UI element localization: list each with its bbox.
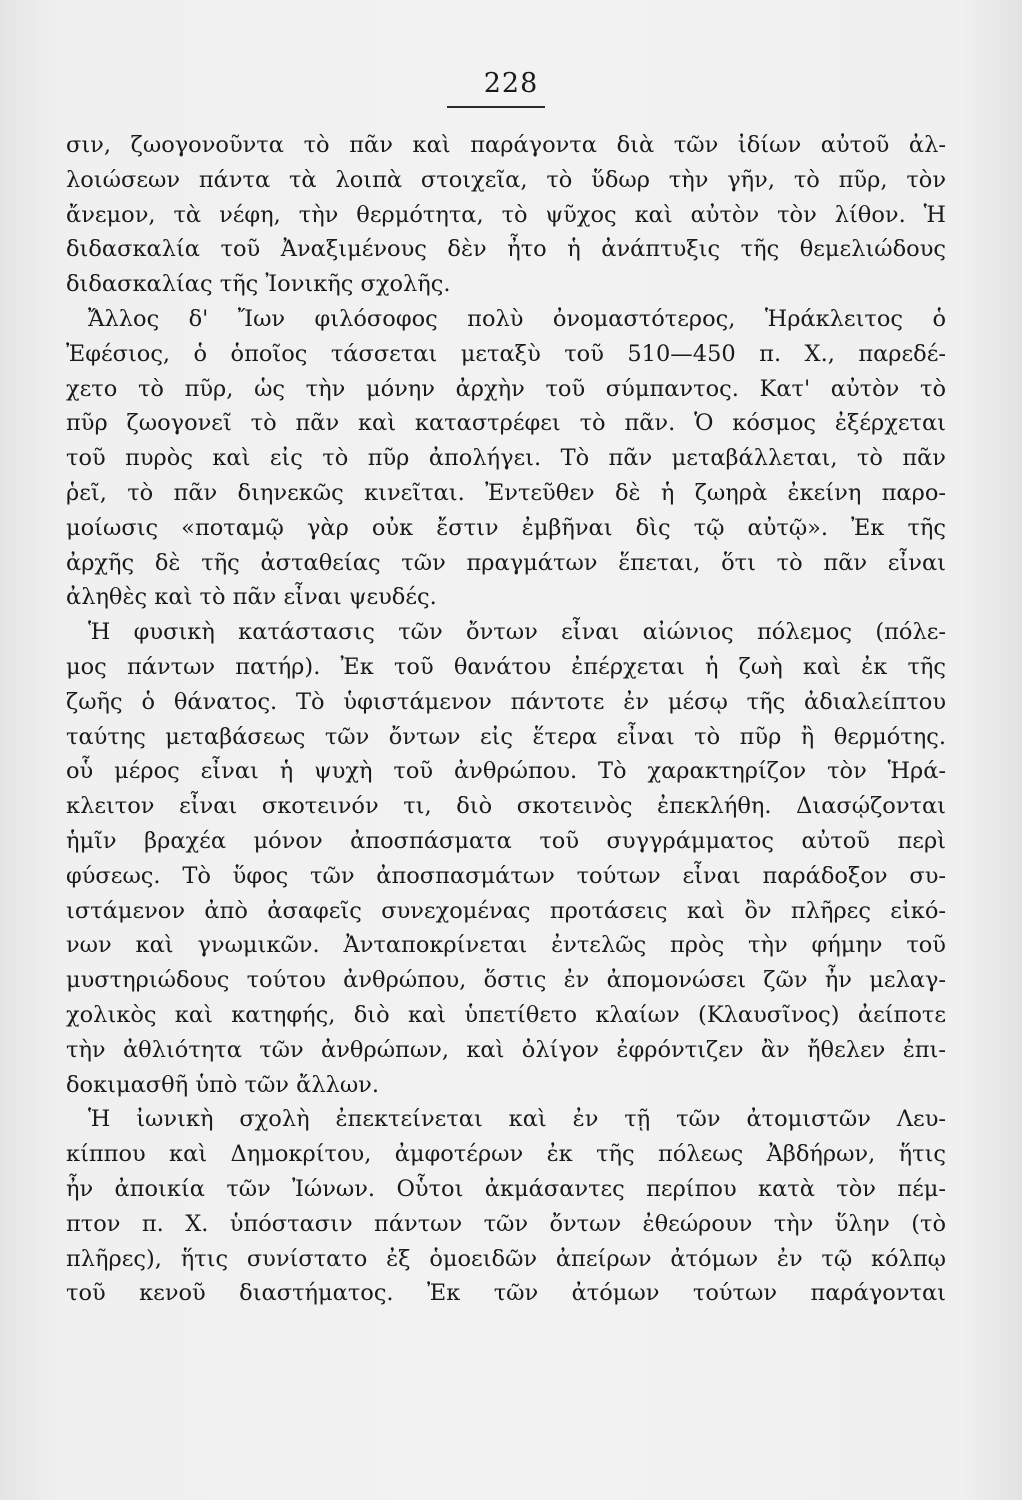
text-line: Ἄλλος δ' Ἴων φιλόσοφος πολὺ ὀνομαστότερος, Ἡράκλειτος ὁ xyxy=(88,305,946,332)
text-line: ἡμῖν βραχέα μόνον ἀποσπάσματα τοῦ συγγράμματος αὐτοῦ περὶ xyxy=(66,827,946,854)
text-line: δοκιμασθῆ ὑπὸ τῶν ἄλλων. xyxy=(66,1071,380,1098)
text-line: τὴν ἀθλιότητα τῶν ἀνθρώπων, καὶ ὀλίγον ἐφρόντιζεν ἂν ἤθελεν ἐπι- xyxy=(66,1036,946,1063)
text-line: ζωῆς ὁ θάνατος. Τὸ ὑφιστάμενον πάντοτε ἐν μέσῳ τῆς ἀδιαλείπτου xyxy=(66,688,946,715)
text-line: τοῦ πυρὸς καὶ εἰς τὸ πῦρ ἀπολήγει. Τὸ πᾶν μεταβάλλεται, τὸ πᾶν xyxy=(66,445,946,472)
text-line: χετο τὸ πῦρ, ὡς τὴν μόνην ἀρχὴν τοῦ σύμπαντος. Κατ' αὐτὸν τὸ xyxy=(66,375,946,402)
text-line: κλειτον εἶναι σκοτεινόν τι, διὸ σκοτεινὸς ἐπεκλήθη. Διασῴζονται xyxy=(66,793,946,820)
text-line: πῦρ ζωογονεῖ τὸ πᾶν καὶ καταστρέφει τὸ πᾶν. Ὁ κόσμος ἐξέρχεται xyxy=(66,410,946,437)
text-line: Ἡ ἰωνικὴ σχολὴ ἐπεκτείνεται καὶ ἐν τῇ τῶν ἀτομιστῶν Λευ- xyxy=(88,1106,946,1133)
text-line: πλῆρες), ἥτις συνίστατο ἐξ ὁμοειδῶν ἀπείρων ἀτόμων ἐν τῷ κόλπῳ xyxy=(66,1245,946,1272)
text-line: πτον π. Χ. ὑπόστασιν πάντων τῶν ὄντων ἐθεώρουν τὴν ὕλην (τὸ xyxy=(66,1210,946,1237)
text-line: ταύτης μεταβάσεως τῶν ὄντων εἰς ἕτερα εἶναι τὸ πῦρ ἢ θερμότης. xyxy=(66,723,946,750)
text-line: διδασκαλίας τῆς Ἰονικῆς σχολῆς. xyxy=(66,271,451,298)
text-line: ἄνεμον, τὰ νέφη, τὴν θερμότητα, τὸ ψῦχος καὶ αὐτὸν τὸν λίθον. Ἡ xyxy=(66,201,946,228)
text-line: ἀρχῆς δὲ τῆς ἀσταθείας τῶν πραγμάτων ἕπεται, ὅτι τὸ πᾶν εἶναι xyxy=(66,549,946,576)
text-line: Ἡ φυσικὴ κατάστασις τῶν ὄντων εἶναι αἰώνιος πόλεμος (πόλε- xyxy=(88,619,946,646)
text-line: χολικὸς καὶ κατηφής, διὸ καὶ ὑπετίθετο κλαίων (Κλαυσῖνος) ἀείποτε xyxy=(66,1001,946,1028)
text-line: Ἐφέσιος, ὁ ὁποῖος τάσσεται μεταξὺ τοῦ 510—450 π. Χ., παρεδέ- xyxy=(66,340,946,367)
text-line: νων καὶ γνωμικῶν. Ἀνταποκρίνεται ἐντελῶς πρὸς τὴν φήμην τοῦ xyxy=(66,932,946,959)
text-line: μος πάντων πατήρ). Ἐκ τοῦ θανάτου ἐπέρχεται ἡ ζωὴ καὶ ἐκ τῆς xyxy=(66,653,946,680)
text-line: τοῦ κενοῦ διαστήματος. Ἐκ τῶν ἀτόμων τούτων παράγονται xyxy=(66,1280,946,1307)
text-line: μυστηριώδους τούτου ἀνθρώπου, ὅστις ἐν ἀπομονώσει ζῶν ἦν μελαγ- xyxy=(66,967,946,994)
text-line: σιν, ζωογονοῦντα τὸ πᾶν καὶ παράγοντα διὰ τῶν ἰδίων αὐτοῦ ἀλ- xyxy=(66,132,946,158)
text-line: ιστάμενον ἀπὸ ἀσαφεῖς συνεχομένας προτάσεις καὶ ὂν πλῆρες εἰκό- xyxy=(66,897,946,924)
text-line: κίππου καὶ Δημοκρίτου, ἀμφοτέρων ἐκ τῆς πόλεως Ἀβδήρων, ἥτις xyxy=(66,1141,946,1168)
text-line: ἦν ἀποικία τῶν Ἰώνων. Οὗτοι ἀκμάσαντες περίπου κατὰ τὸν πέμ- xyxy=(66,1175,946,1202)
text-line: ῥεῖ, τὸ πᾶν διηνεκῶς κινεῖται. Ἐντεῦθεν δὲ ἡ ζωηρὰ ἐκείνη παρο- xyxy=(66,479,946,506)
text-line: διδασκαλία τοῦ Ἀναξιμένους δὲν ἦτο ἡ ἀνάπτυξις τῆς θεμελιώδους xyxy=(66,236,946,263)
text-line: ἀληθὲς καὶ τὸ πᾶν εἶναι ψευδές. xyxy=(66,584,437,611)
text-line: φύσεως. Τὸ ὕφος τῶν ἀποσπασμάτων τούτων εἶναι παράδοξον συ- xyxy=(66,862,946,889)
page-number: 228 xyxy=(483,68,539,99)
text-line: μοίωσις «ποταμῷ γὰρ οὐκ ἔστιν ἐμβῆναι δὶς τῷ αὐτῷ». Ἐκ τῆς xyxy=(66,514,946,541)
page-number-rule xyxy=(447,106,545,108)
text-line: οὗ μέρος εἶναι ἡ ψυχὴ τοῦ ἀνθρώπου. Τὸ χαρακτηρίζον τὸν Ἡρά- xyxy=(66,758,946,785)
text-line: λοιώσεων πάντα τὰ λοιπὰ στοιχεῖα, τὸ ὕδωρ τὴν γῆν, τὸ πῦρ, τὸν xyxy=(66,166,946,193)
body-text xyxy=(66,128,946,1311)
